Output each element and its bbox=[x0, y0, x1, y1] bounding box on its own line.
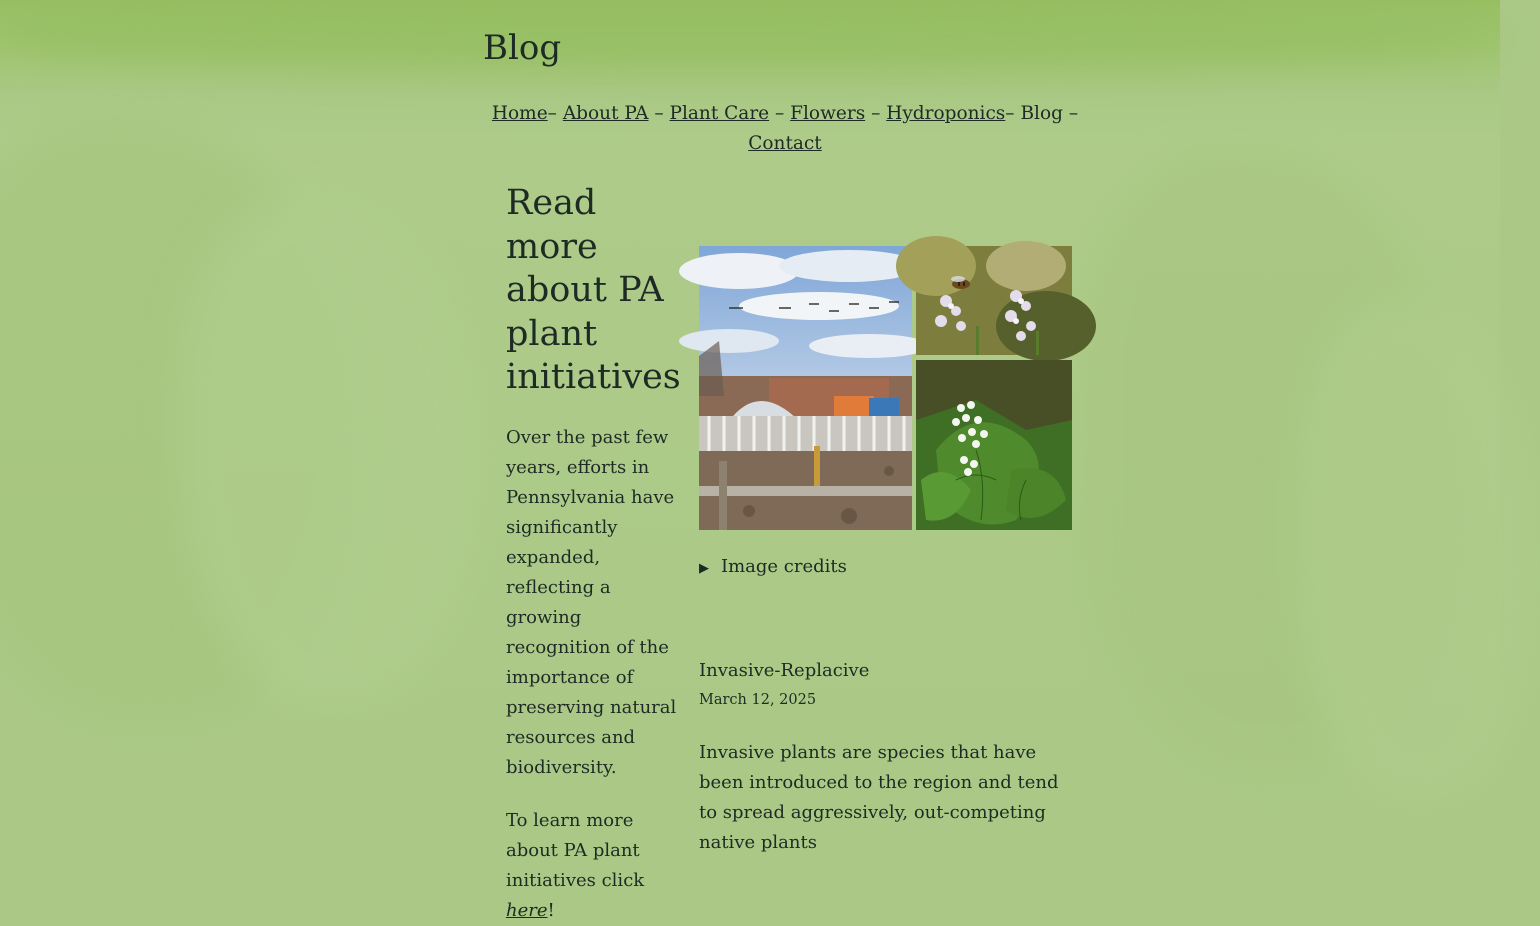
nav-contact[interactable]: Contact bbox=[748, 133, 822, 154]
learn-more-text: To learn more about PA plant initiatives click bbox=[506, 809, 645, 891]
nav-separator: – bbox=[1005, 103, 1015, 124]
nav-separator: – bbox=[775, 103, 785, 124]
bee-on-flowers-photo[interactable] bbox=[916, 246, 1072, 355]
disclosure-triangle-icon: ▶ bbox=[699, 561, 709, 576]
nav-separator: – bbox=[871, 103, 881, 124]
site-title: Blog bbox=[483, 28, 562, 68]
learn-more-suffix: ! bbox=[547, 899, 555, 921]
image-credits-toggle[interactable] bbox=[699, 556, 847, 577]
sidebar-intro: Over the past few years, efforts in Pennsylvania have significantly expanded, reflecting a growing recognition of the importance of preserving natural resources and biodiversity. bbox=[506, 426, 677, 778]
nav-separator: – bbox=[1068, 103, 1079, 124]
nav-separator: – bbox=[547, 103, 557, 124]
nav-about-pa[interactable]: About PA bbox=[562, 103, 649, 124]
sidebar-heading: Read more about PA plant initiatives bbox=[506, 183, 681, 397]
community-garden-photo[interactable] bbox=[699, 246, 912, 530]
sidebar-learn-more bbox=[506, 806, 684, 926]
initiatives-sidebar bbox=[506, 182, 684, 926]
nav-flowers[interactable]: Flowers bbox=[790, 103, 866, 124]
nav-plant-care[interactable]: Plant Care bbox=[669, 103, 770, 124]
image-gallery bbox=[699, 246, 1072, 530]
nav-separator: – bbox=[654, 103, 664, 124]
nav-blog-current: Blog bbox=[1020, 103, 1063, 124]
nav-hydroponics[interactable]: Hydroponics bbox=[886, 103, 1006, 124]
post-excerpt: Invasive plants are species that have been introduced to the region and tend to spread aggressively, out-competing native plants bbox=[699, 742, 1059, 853]
main-nav bbox=[490, 99, 1080, 159]
here-link[interactable]: here bbox=[506, 899, 548, 921]
post-title[interactable]: Invasive-Replacive bbox=[699, 660, 870, 681]
garlic-mustard-photo[interactable] bbox=[916, 360, 1072, 530]
nav-home[interactable]: Home bbox=[491, 103, 548, 124]
post-date: March 12, 2025 bbox=[699, 692, 817, 708]
image-credits-label: Image credits bbox=[721, 556, 847, 577]
